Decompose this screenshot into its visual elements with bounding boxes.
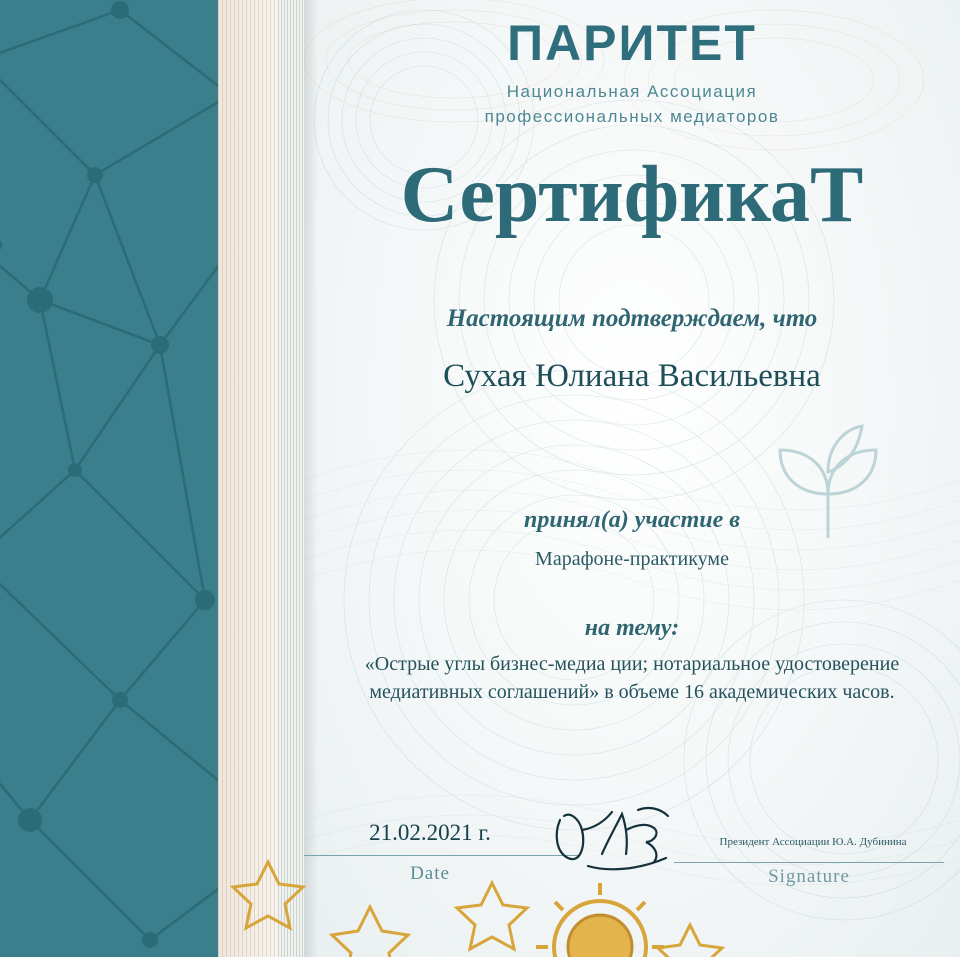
- participation-label: принял(а) участие в: [524, 507, 740, 533]
- signatory-title: Президент Ассоциации Ю.А. Дубинина: [719, 836, 907, 848]
- handwritten-signature-icon: [542, 800, 692, 880]
- signature-rule: [674, 862, 944, 863]
- guilloche-band-outer: [218, 0, 278, 957]
- topic-text: «Острые углы бизнес-медиа ции; нотариальное удостоверение медиативных соглашений» в объеме 16 академических часов.: [364, 653, 900, 703]
- organization-subtitle-line1: Национальная Ассоциация: [506, 82, 758, 101]
- recipient-name: Сухая Юлиана Васильевна: [443, 358, 821, 394]
- organization-subtitle-line2: профессиональных медиаторов: [484, 107, 780, 126]
- certificate-paper: [304, 0, 960, 957]
- left-decorative-panel: [0, 0, 218, 957]
- guilloche-band-inner: [278, 0, 304, 957]
- signature-label: Signature: [768, 866, 850, 887]
- hereby-text: Настоящим подтверждаем, что: [446, 305, 818, 332]
- certificate-content: [304, 0, 960, 957]
- event-name: Марафоне-практикуме: [535, 548, 729, 570]
- certificate-title: СертификаТ: [400, 151, 864, 239]
- topic-label: на тему:: [584, 615, 680, 641]
- organization-name: ПАРИТЕТ: [507, 15, 757, 71]
- date-label: Date: [410, 863, 450, 884]
- date-value: 21.02.2021 г.: [369, 820, 491, 845]
- date-rule: [304, 855, 580, 856]
- node-network-graphic: [0, 0, 218, 957]
